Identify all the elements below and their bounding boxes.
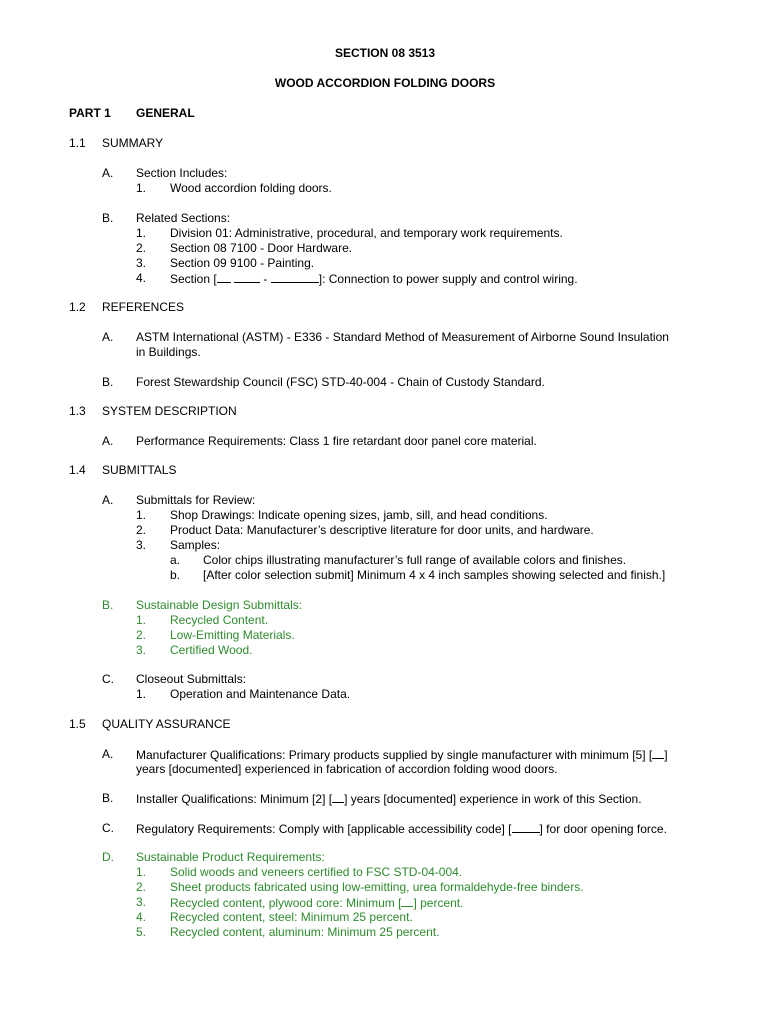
paragraph-text: Forest Stewardship Council (FSC) STD-40-004 - Chain of Custody Standard. bbox=[136, 375, 545, 389]
paragraph-text-continued: in Buildings. bbox=[136, 345, 201, 359]
item-text: Solid woods and veneers certified to FSC STD-04-004. bbox=[170, 865, 463, 879]
item-text: Recycled content, steel: Minimum 25 percent. bbox=[170, 910, 413, 924]
item-number: 1. bbox=[136, 508, 147, 522]
item-prefix: Recycled content, plywood core: Minimum [ bbox=[170, 896, 402, 910]
fill-in-blank bbox=[652, 747, 664, 759]
item-text: Product Data: Manufacturer’s descriptive literature for door units, and hardware. bbox=[170, 523, 594, 537]
bracket-close: ] bbox=[664, 748, 668, 762]
item-text: Low-Emitting Materials. bbox=[170, 628, 295, 642]
article-number: 1.2 bbox=[69, 300, 86, 314]
item-text: Section 09 9100 - Painting. bbox=[170, 256, 315, 270]
item-number: 3. bbox=[136, 895, 147, 909]
item-text: Samples: bbox=[170, 538, 221, 552]
paragraph-text: Closeout Submittals: bbox=[136, 672, 247, 686]
item-text-with-blank bbox=[170, 895, 463, 911]
article-title: SYSTEM DESCRIPTION bbox=[102, 404, 237, 418]
paragraph-text: Submittals for Review: bbox=[136, 493, 256, 507]
item-number: 3. bbox=[136, 538, 147, 552]
item-number: 4. bbox=[136, 910, 147, 924]
paragraph-letter: B. bbox=[102, 375, 114, 389]
item-number: 2. bbox=[136, 628, 147, 642]
paragraph-text-with-blank bbox=[136, 747, 668, 763]
paragraph-text: Sustainable Design Submittals: bbox=[136, 598, 303, 612]
article-title: SUMMARY bbox=[102, 136, 164, 150]
item-number: 1. bbox=[136, 865, 147, 879]
paragraph-letter: A. bbox=[102, 493, 114, 507]
item-number: 3. bbox=[136, 256, 147, 270]
fill-in-blank bbox=[401, 895, 413, 907]
fill-in-blank bbox=[217, 271, 231, 283]
paragraph-letter: D. bbox=[102, 850, 114, 864]
fill-in-blank bbox=[332, 791, 344, 803]
article-number: 1.1 bbox=[69, 136, 86, 150]
item-number: 1. bbox=[136, 613, 147, 627]
paragraph-letter: A. bbox=[102, 330, 114, 344]
paragraph-letter: A. bbox=[102, 434, 114, 448]
paragraph-letter: A. bbox=[102, 747, 114, 761]
subitem-text: [After color selection submit] Minimum 4 x 4 inch samples showing selected and finish.] bbox=[203, 568, 666, 582]
fill-in-blank bbox=[512, 821, 540, 833]
item-number: 2. bbox=[136, 880, 147, 894]
item-text: Division 01: Administrative, procedural, and temporary work requirements. bbox=[170, 226, 563, 240]
paragraph-text-with-blank bbox=[136, 821, 667, 837]
item-number: 2. bbox=[136, 523, 147, 537]
article-title: REFERENCES bbox=[102, 300, 185, 314]
article-title: SUBMITTALS bbox=[102, 463, 177, 477]
part-label: PART 1 bbox=[69, 106, 111, 120]
section-title: WOOD ACCORDION FOLDING DOORS bbox=[274, 76, 496, 90]
paragraph-text-continued: years [documented] experienced in fabrication of accordion folding wood doors. bbox=[136, 762, 558, 776]
paragraph-text: Related Sections: bbox=[136, 211, 231, 225]
item-suffix: ]: Connection to power supply and control wiring. bbox=[318, 272, 578, 286]
section-number: SECTION 08 3513 bbox=[334, 46, 436, 60]
subitem-letter: b. bbox=[170, 568, 181, 582]
paragraph-letter: B. bbox=[102, 211, 114, 225]
article-number: 1.3 bbox=[69, 404, 86, 418]
paragraph-text: Manufacturer Qualifications: Primary products supplied by single manufacturer with minimum [5] [ bbox=[136, 748, 653, 762]
item-text: Section 08 7100 - Door Hardware. bbox=[170, 241, 353, 255]
paragraph-letter: C. bbox=[102, 672, 114, 686]
paragraph-suffix: ] for door opening force. bbox=[539, 822, 667, 836]
item-dash: - bbox=[263, 272, 268, 286]
item-number: 2. bbox=[136, 241, 147, 255]
item-suffix: ] percent. bbox=[413, 896, 464, 910]
paragraph-text: Performance Requirements: Class 1 fire retardant door panel core material. bbox=[136, 434, 537, 448]
item-text: Recycled content, aluminum: Minimum 25 percent. bbox=[170, 925, 440, 939]
item-text: Sheet products fabricated using low-emitting, urea formaldehyde-free binders. bbox=[170, 880, 584, 894]
paragraph-letter: B. bbox=[102, 598, 114, 612]
paragraph-letter: C. bbox=[102, 821, 114, 835]
paragraph-prefix: Regulatory Requirements: Comply with [applicable accessibility code] [ bbox=[136, 822, 512, 836]
item-text: Certified Wood. bbox=[170, 643, 253, 657]
item-number: 1. bbox=[136, 181, 147, 195]
item-number: 3. bbox=[136, 643, 147, 657]
article-number: 1.4 bbox=[69, 463, 86, 477]
paragraph-text-with-blank bbox=[136, 791, 642, 807]
article-title: QUALITY ASSURANCE bbox=[102, 717, 231, 731]
item-number: 1. bbox=[136, 226, 147, 240]
paragraph-letter: B. bbox=[102, 791, 114, 805]
paragraph-letter: A. bbox=[102, 166, 114, 180]
article-number: 1.5 bbox=[69, 717, 86, 731]
paragraph-text: ASTM International (ASTM) - E336 - Standard Method of Measurement of Airborne Sound Insulation bbox=[136, 330, 669, 344]
item-text: Recycled Content. bbox=[170, 613, 269, 627]
paragraph-text: Sustainable Product Requirements: bbox=[136, 850, 325, 864]
item-number: 1. bbox=[136, 687, 147, 701]
item-text-with-blanks bbox=[170, 271, 578, 287]
item-prefix: Section [ bbox=[170, 272, 217, 286]
paragraph-suffix: ] years [documented] experience in work of this Section. bbox=[344, 792, 642, 806]
paragraph-prefix: Installer Qualifications: Minimum [2] [ bbox=[136, 792, 333, 806]
item-number: 4. bbox=[136, 271, 147, 285]
subitem-text: Color chips illustrating manufacturer’s full range of available colors and finishes. bbox=[203, 553, 627, 567]
fill-in-blank bbox=[271, 271, 319, 283]
subitem-letter: a. bbox=[170, 553, 181, 567]
fill-in-blank bbox=[234, 271, 260, 283]
item-text: Wood accordion folding doors. bbox=[170, 181, 332, 195]
item-text: Shop Drawings: Indicate opening sizes, jamb, sill, and head conditions. bbox=[170, 508, 548, 522]
item-number: 5. bbox=[136, 925, 147, 939]
item-text: Operation and Maintenance Data. bbox=[170, 687, 351, 701]
part-title: GENERAL bbox=[136, 106, 195, 120]
paragraph-text: Section Includes: bbox=[136, 166, 228, 180]
